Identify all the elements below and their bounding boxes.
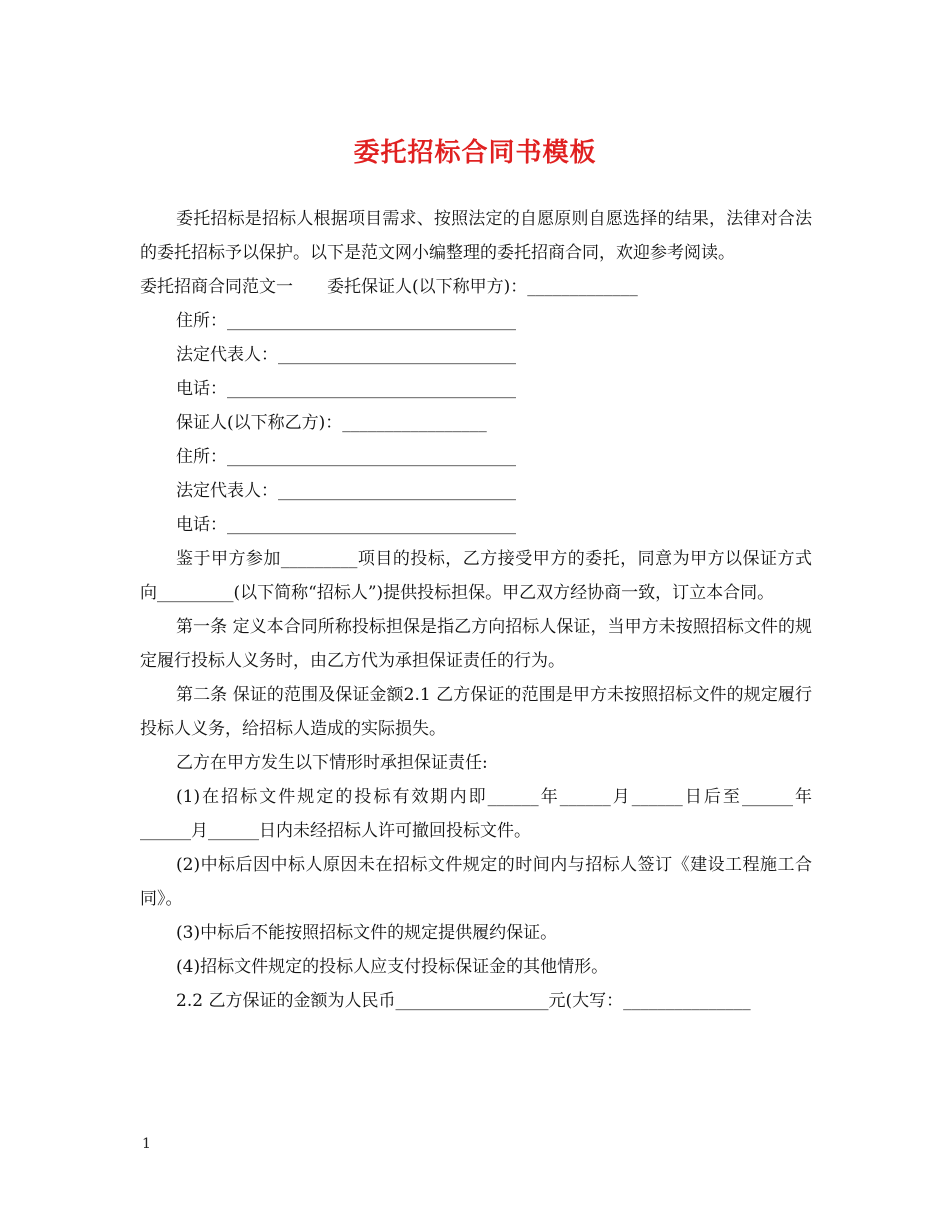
list-item-condition-3: (3)中标后不能按照招标文件的规定提供履约保证。 (176, 923, 558, 943)
field-party-b: 保证人(以下称乙方)：_________________ (176, 413, 487, 433)
paragraph-conditions-intro: 乙方在甲方发生以下情形时承担保证责任: (176, 753, 488, 773)
paragraph-article-2: 第二条 保证的范围及保证金额2.1 乙方保证的范围是甲方未按照招标文件的规定履行投标人义务，给招标人造成的实际损失。 (140, 685, 812, 739)
list-item-condition-4: (4)招标文件规定的投标人应支付投标保证金的其他情形。 (176, 957, 609, 977)
field-party-a-address: 住所：__________________________________ (176, 311, 516, 331)
field-party-b-phone: 电话：__________________________________ (176, 515, 516, 535)
field-party-a-representative: 法定代表人：____________________________ (176, 345, 516, 365)
paragraph-intro: 委托招标是招标人根据项目需求、按照法定的自愿原则自愿选择的结果，法律对合法的委托招标予以保护。以下是范文网小编整理的委托招商合同，欢迎参考阅读。 (140, 209, 812, 263)
field-party-b-representative: 法定代表人：____________________________ (176, 481, 516, 501)
paragraph-recital: 鉴于甲方参加_________项目的投标，乙方接受甲方的委托，同意为甲方以保证方式向_________(以下简称“招标人”)提供投标担保。甲乙双方经协商一致，订立本合同。 (140, 549, 812, 603)
list-item-condition-1: (1)在招标文件规定的投标有效期内即______年______月______日后至______年______月______日内未经招标人许可撤回投标文件。 (140, 787, 812, 841)
paragraph-party-a: 委托招商合同范文一 委托保证人(以下称甲方)：_____________ (140, 277, 638, 297)
paragraph-guarantee-amount: 2.2 乙方保证的金额为人民币__________________元(大写：_______________ (176, 991, 751, 1011)
field-party-b-address: 住所：__________________________________ (176, 447, 516, 467)
page-number: 1 (142, 1136, 151, 1152)
paragraph-article-1: 第一条 定义本合同所称投标担保是指乙方向招标人保证，当甲方未按照招标文件的规定履行投标人义务时，由乙方代为承担保证责任的行为。 (140, 617, 812, 671)
document-title: 委托招标合同书模板 (353, 138, 597, 168)
list-item-condition-2: (2)中标后因中标人原因未在招标文件规定的时间内与招标人签订《建设工程施工合同》。 (140, 855, 812, 909)
document-body (140, 202, 812, 1018)
field-party-a-phone: 电话：__________________________________ (176, 379, 516, 399)
